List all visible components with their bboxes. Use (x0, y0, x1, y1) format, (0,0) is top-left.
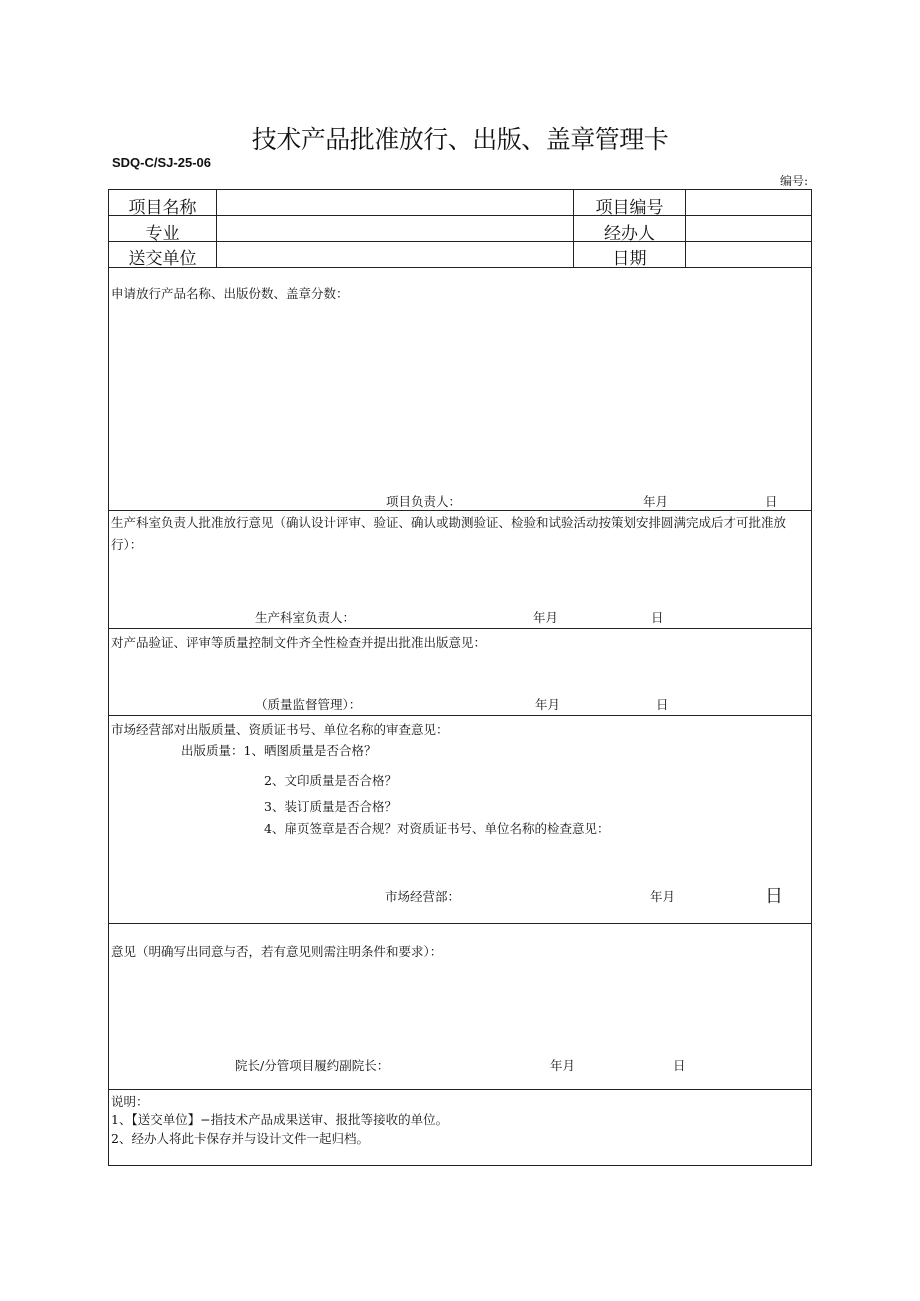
notes-line-1: 1、【送交单位】−指技术产品成果送审、报批等接收的单位。 (111, 1112, 449, 1127)
date-field[interactable] (686, 242, 811, 267)
market-day: 日 (765, 886, 783, 907)
date-label: 日期 (612, 249, 647, 269)
sending-unit-field[interactable] (217, 242, 573, 267)
quality-signer-label: （质量监督管理）： (255, 697, 362, 712)
project-name-field[interactable] (217, 190, 573, 215)
market-item-seal: 4、扉页签章是否合规？对资质证书号、单位名称的检查意见： (264, 821, 610, 836)
quality-prompt: 对产品验证、评审等质量控制文件齐全性检查并提出批准出版意见： (111, 635, 487, 650)
handler-field[interactable] (686, 216, 811, 241)
document-code: SDQ-C/SJ-25-06 (112, 155, 211, 170)
serial-number-label: 编号: (779, 174, 808, 188)
opinion-prompt: 意见（明确写出同意与否，若有意见则需注明条件和要求）： (111, 944, 443, 959)
market-item-copy: 2、文印质量是否合格？ (264, 773, 397, 788)
application-signer-label: 项目负责人： (386, 494, 462, 509)
application-year-month: 年月 (643, 494, 669, 509)
project-no-field[interactable] (686, 190, 811, 215)
handler-label: 经办人 (604, 224, 655, 244)
application-prompt: 申请放行产品名称、出版份数、盖章分数： (111, 286, 349, 301)
notes-line-2: 2、经办人将此卡保存并与设计文件一起归档。 (111, 1131, 369, 1146)
production-signer-label: 生产科室负责人： (255, 610, 356, 625)
sending-unit-label: 送交单位 (128, 249, 197, 269)
production-day: 日 (651, 610, 664, 625)
production-prompt: 生产科室负责人批准放行意见（确认设计评审、验证、确认或勘测验证、检验和试验活动按策划安排圆满完成后才可批准放行）： (111, 515, 787, 552)
opinion-day: 日 (673, 1058, 686, 1073)
notes-heading: 说明： (111, 1094, 149, 1109)
form-table (108, 189, 812, 1166)
opinion-signer-label: 院长/分管项目履约副院长： (235, 1058, 390, 1073)
opinion-year-month: 年月 (550, 1058, 576, 1073)
specialty-field[interactable] (217, 216, 573, 241)
production-year-month: 年月 (533, 610, 559, 625)
market-signer-label: 市场经营部： (385, 889, 461, 904)
document-title: 技术产品批准放行、出版、盖章管理卡 (251, 125, 669, 154)
market-item-print: 出版质量：1、晒图质量是否合格？ (181, 743, 377, 758)
project-name-label: 项目名称 (128, 198, 197, 218)
market-item-binding: 3、装订质量是否合格？ (264, 799, 397, 814)
application-day: 日 (765, 494, 778, 509)
quality-year-month: 年月 (535, 697, 561, 712)
specialty-label: 专业 (145, 224, 180, 244)
market-year-month: 年月 (650, 889, 676, 904)
market-prompt: 市场经营部对出版质量、资质证书号、单位名称的审查意见： (111, 722, 449, 737)
project-no-label: 项目编号 (595, 198, 664, 218)
quality-day: 日 (656, 697, 669, 712)
